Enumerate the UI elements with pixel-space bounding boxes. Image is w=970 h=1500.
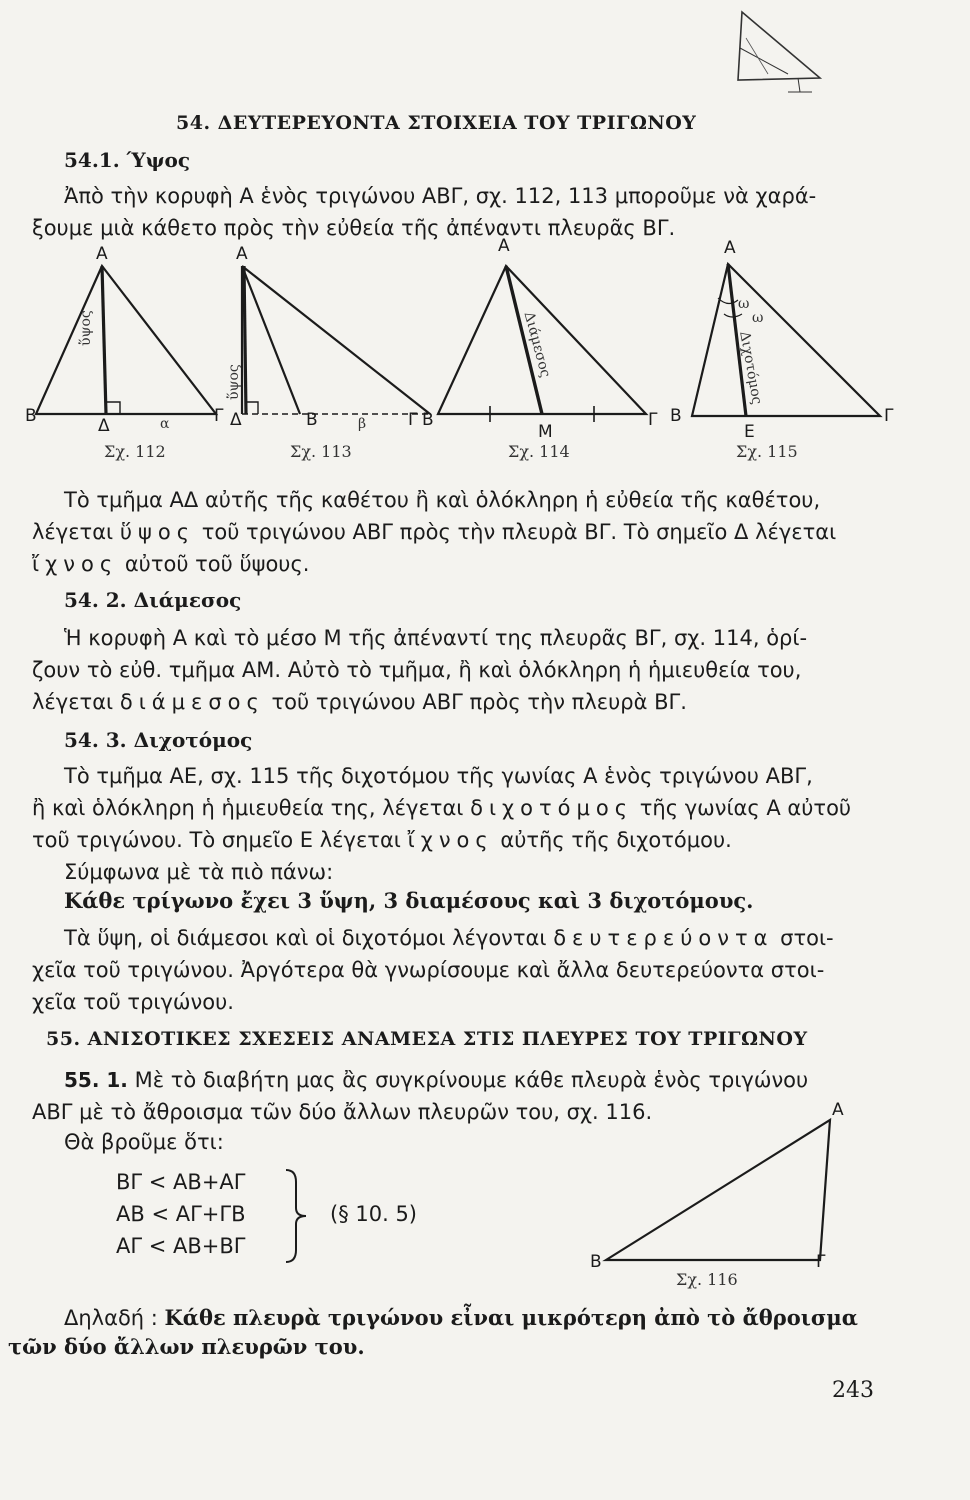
- section-55-title: 55. ΑΝΙΣΟΤΙΚΕΣ ΣΧΕΣΕΙΣ ΑΝΑΜΕΣΑ ΣΤΙΣ ΠΛΕΥΡΕΣ ΤΟΥ ΤΡΙΓΩΝΟΥ: [46, 1028, 808, 1050]
- figures-112-115: [20, 236, 900, 466]
- margin-sketch: [728, 8, 828, 98]
- text-span: στοι-: [780, 926, 834, 950]
- figure-caption: Σχ. 114: [508, 442, 570, 461]
- vertex-label: Β: [670, 406, 682, 426]
- figure-caption: Σχ. 115: [736, 442, 798, 461]
- inequality: ΑΒ < ΑΓ+ΓΒ: [116, 1202, 246, 1226]
- angle-label: ω: [752, 310, 764, 326]
- text-span: Μὲ τὸ διαβήτη μας ἂς συγκρίνουμε κάθε πλευρὰ ἑνὸς τριγώνου: [134, 1068, 809, 1092]
- text-span: ἢ καὶ ὁλόκληρη ἡ ἡμιευθεία της, λέγεται: [32, 796, 464, 820]
- term-median: διάμεσος: [119, 690, 265, 714]
- text-span: αὐτῆς τῆς διχοτόμου.: [500, 828, 732, 852]
- vertex-label: Α: [96, 244, 108, 264]
- bisector-label: Διχοτόμος: [736, 330, 765, 406]
- vertex-label: Ε: [744, 422, 755, 442]
- paragraph-line: [32, 548, 309, 580]
- inequality: ΒΓ < ΑΒ+ΑΓ: [116, 1170, 246, 1194]
- altitude-label: ὕψος: [226, 364, 242, 400]
- figure-caption: Σχ. 113: [290, 442, 352, 461]
- text-span: τῆς γωνίας Α αὐτοῦ: [639, 796, 852, 820]
- vertex-label: Β: [590, 1252, 602, 1272]
- vertex-label: Β: [422, 410, 434, 430]
- inequality: ΑΓ < ΑΒ+ΒΓ: [116, 1234, 246, 1258]
- figure-116: [596, 1100, 846, 1270]
- text-span: λέγεται: [32, 690, 114, 714]
- vertex-label: Μ: [538, 422, 553, 442]
- side-label: α: [160, 416, 170, 432]
- figure-115: [692, 264, 880, 416]
- vertex-label: Α: [724, 238, 736, 258]
- text-span: Τὰ ὕψη, οἱ διάμεσοι καὶ οἱ διχοτόμοι λέγονται: [64, 926, 547, 950]
- paragraph-line: ζουν τὸ εὐθ. τμῆμα ΑΜ. Αὐτὸ τὸ τμῆμα, ἢ καὶ ὁλόκληρη ἡ ἡμιευθεία του,: [32, 658, 802, 682]
- section-54-title: 54. ΔΕΥΤΕΡΕΥΟΝΤΑ ΣΤΟΙΧΕΙΑ ΤΟΥ ΤΡΙΓΩΝΟΥ: [176, 112, 697, 134]
- figure-caption: Σχ. 116: [676, 1270, 738, 1289]
- reference: (§ 10. 5): [330, 1202, 417, 1226]
- text-span: τοῦ τριγώνου ΑΒΓ πρὸς τὴν πλευρὰ ΒΓ. Τὸ σημεῖο Δ λέγεται: [201, 520, 837, 544]
- paragraph-line: Θὰ βροῦμε ὅτι:: [64, 1130, 224, 1154]
- paragraph-line: [64, 1302, 858, 1334]
- paragraph-line: ξουμε μιὰ κάθετο πρὸς τὴν εὐθεία τῆς ἀπέναντι πλευρᾶς ΒΓ.: [32, 216, 676, 240]
- theorem-text: τῶν δύο ἄλλων πλευρῶν του.: [8, 1334, 365, 1359]
- subsection-54-1-heading: 54.1. Ύψος: [64, 148, 191, 172]
- subsection-55-1-number: 55. 1.: [64, 1068, 128, 1092]
- paragraph-line: [32, 686, 687, 718]
- paragraph-line: [32, 824, 732, 856]
- vertex-label: Β: [306, 410, 318, 430]
- vertex-label: Β: [25, 406, 37, 426]
- paragraph-line: χεῖα τοῦ τριγώνου.: [32, 990, 234, 1014]
- paragraph-line: [64, 1064, 808, 1096]
- term-secondary: δευτερεύοντα: [553, 926, 774, 950]
- figure-112: [36, 266, 216, 414]
- paragraph-line: χεῖα τοῦ τριγώνου. Ἀργότερα θὰ γνωρίσουμε καὶ ἄλλα δευτερεύοντα στοι-: [32, 958, 825, 982]
- term-trace: ἴχνος: [407, 828, 494, 852]
- paragraph-line: ΑΒΓ μὲ τὸ ἄθροισμα τῶν δύο ἄλλων πλευρῶν του, σχ. 116.: [32, 1100, 653, 1124]
- brace: [282, 1168, 312, 1264]
- text-span: τοῦ τριγώνου. Τὸ σημεῖο Ε λέγεται: [32, 828, 401, 852]
- figure-caption: Σχ. 112: [104, 442, 166, 461]
- paragraph-line: Τὸ τμῆμα ΑΔ αὐτῆς τῆς καθέτου ἢ καὶ ὁλόκληρη ἡ εὐθεία τῆς καθέτου,: [64, 488, 821, 512]
- text-span: αὐτοῦ τοῦ ὕψους.: [124, 552, 310, 576]
- paragraph-line: Ἡ κορυφὴ Α καὶ τὸ μέσο Μ τῆς ἀπέναντί της πλευρᾶς ΒΓ, σχ. 114, ὁρί-: [64, 626, 808, 650]
- vertex-label: Δ: [230, 410, 242, 430]
- subsection-54-2-heading: 54. 2. Διάμεσος: [64, 588, 242, 612]
- vertex-label: Α: [236, 244, 248, 264]
- paragraph-line: Ἀπὸ τὴν κορυφὴ Α ἑνὸς τριγώνου ΑΒΓ, σχ. 112, 113 μποροῦμε νὰ χαρά-: [64, 184, 817, 208]
- page-number: 243: [832, 1378, 874, 1403]
- vertex-label: Γ: [214, 406, 224, 426]
- paragraph-line: Τὸ τμῆμα ΑΕ, σχ. 115 τῆς διχοτόμου τῆς γωνίας Α ἑνὸς τριγώνου ΑΒΓ,: [64, 764, 813, 788]
- vertex-label: Γ: [648, 410, 658, 430]
- paragraph-line: Σύμφωνα μὲ τὰ πιὸ πάνω:: [64, 860, 334, 884]
- term-altitude: ὕψος: [119, 520, 196, 544]
- text-span: Δηλαδή :: [64, 1306, 158, 1330]
- vertex-label: Α: [832, 1100, 844, 1120]
- angle-label: ω: [738, 296, 750, 312]
- vertex-label: Δ: [98, 416, 110, 436]
- paragraph-line: [32, 516, 836, 548]
- side-label: β: [358, 416, 367, 432]
- vertex-label: Γ: [884, 406, 894, 426]
- median-label: Διάμεσος: [520, 310, 554, 380]
- altitude-label: ὕψος: [78, 310, 94, 346]
- vertex-label: Γ: [816, 1252, 826, 1272]
- paragraph-line: [64, 922, 834, 954]
- text-span: τοῦ τριγώνου ΑΒΓ πρὸς τὴν πλευρὰ ΒΓ.: [271, 690, 687, 714]
- term-trace: ἴχνος: [32, 552, 119, 576]
- vertex-label: Α: [498, 236, 510, 256]
- subsection-54-3-heading: 54. 3. Διχοτόμος: [64, 728, 253, 752]
- paragraph-line: [32, 792, 851, 824]
- text-span: λέγεται: [32, 520, 114, 544]
- term-bisector: διχοτόμος: [470, 796, 634, 820]
- vertex-label: Γ: [408, 410, 418, 430]
- rule-statement: Κάθε τρίγωνο ἔχει 3 ὕψη, 3 διαμέσους καὶ 3 διχοτόμους.: [64, 888, 754, 913]
- figure-113: [242, 266, 430, 414]
- theorem-text: Κάθε πλευρὰ τριγώνου εἶναι μικρότερη ἀπὸ τὸ ἄθροισμα: [164, 1305, 858, 1330]
